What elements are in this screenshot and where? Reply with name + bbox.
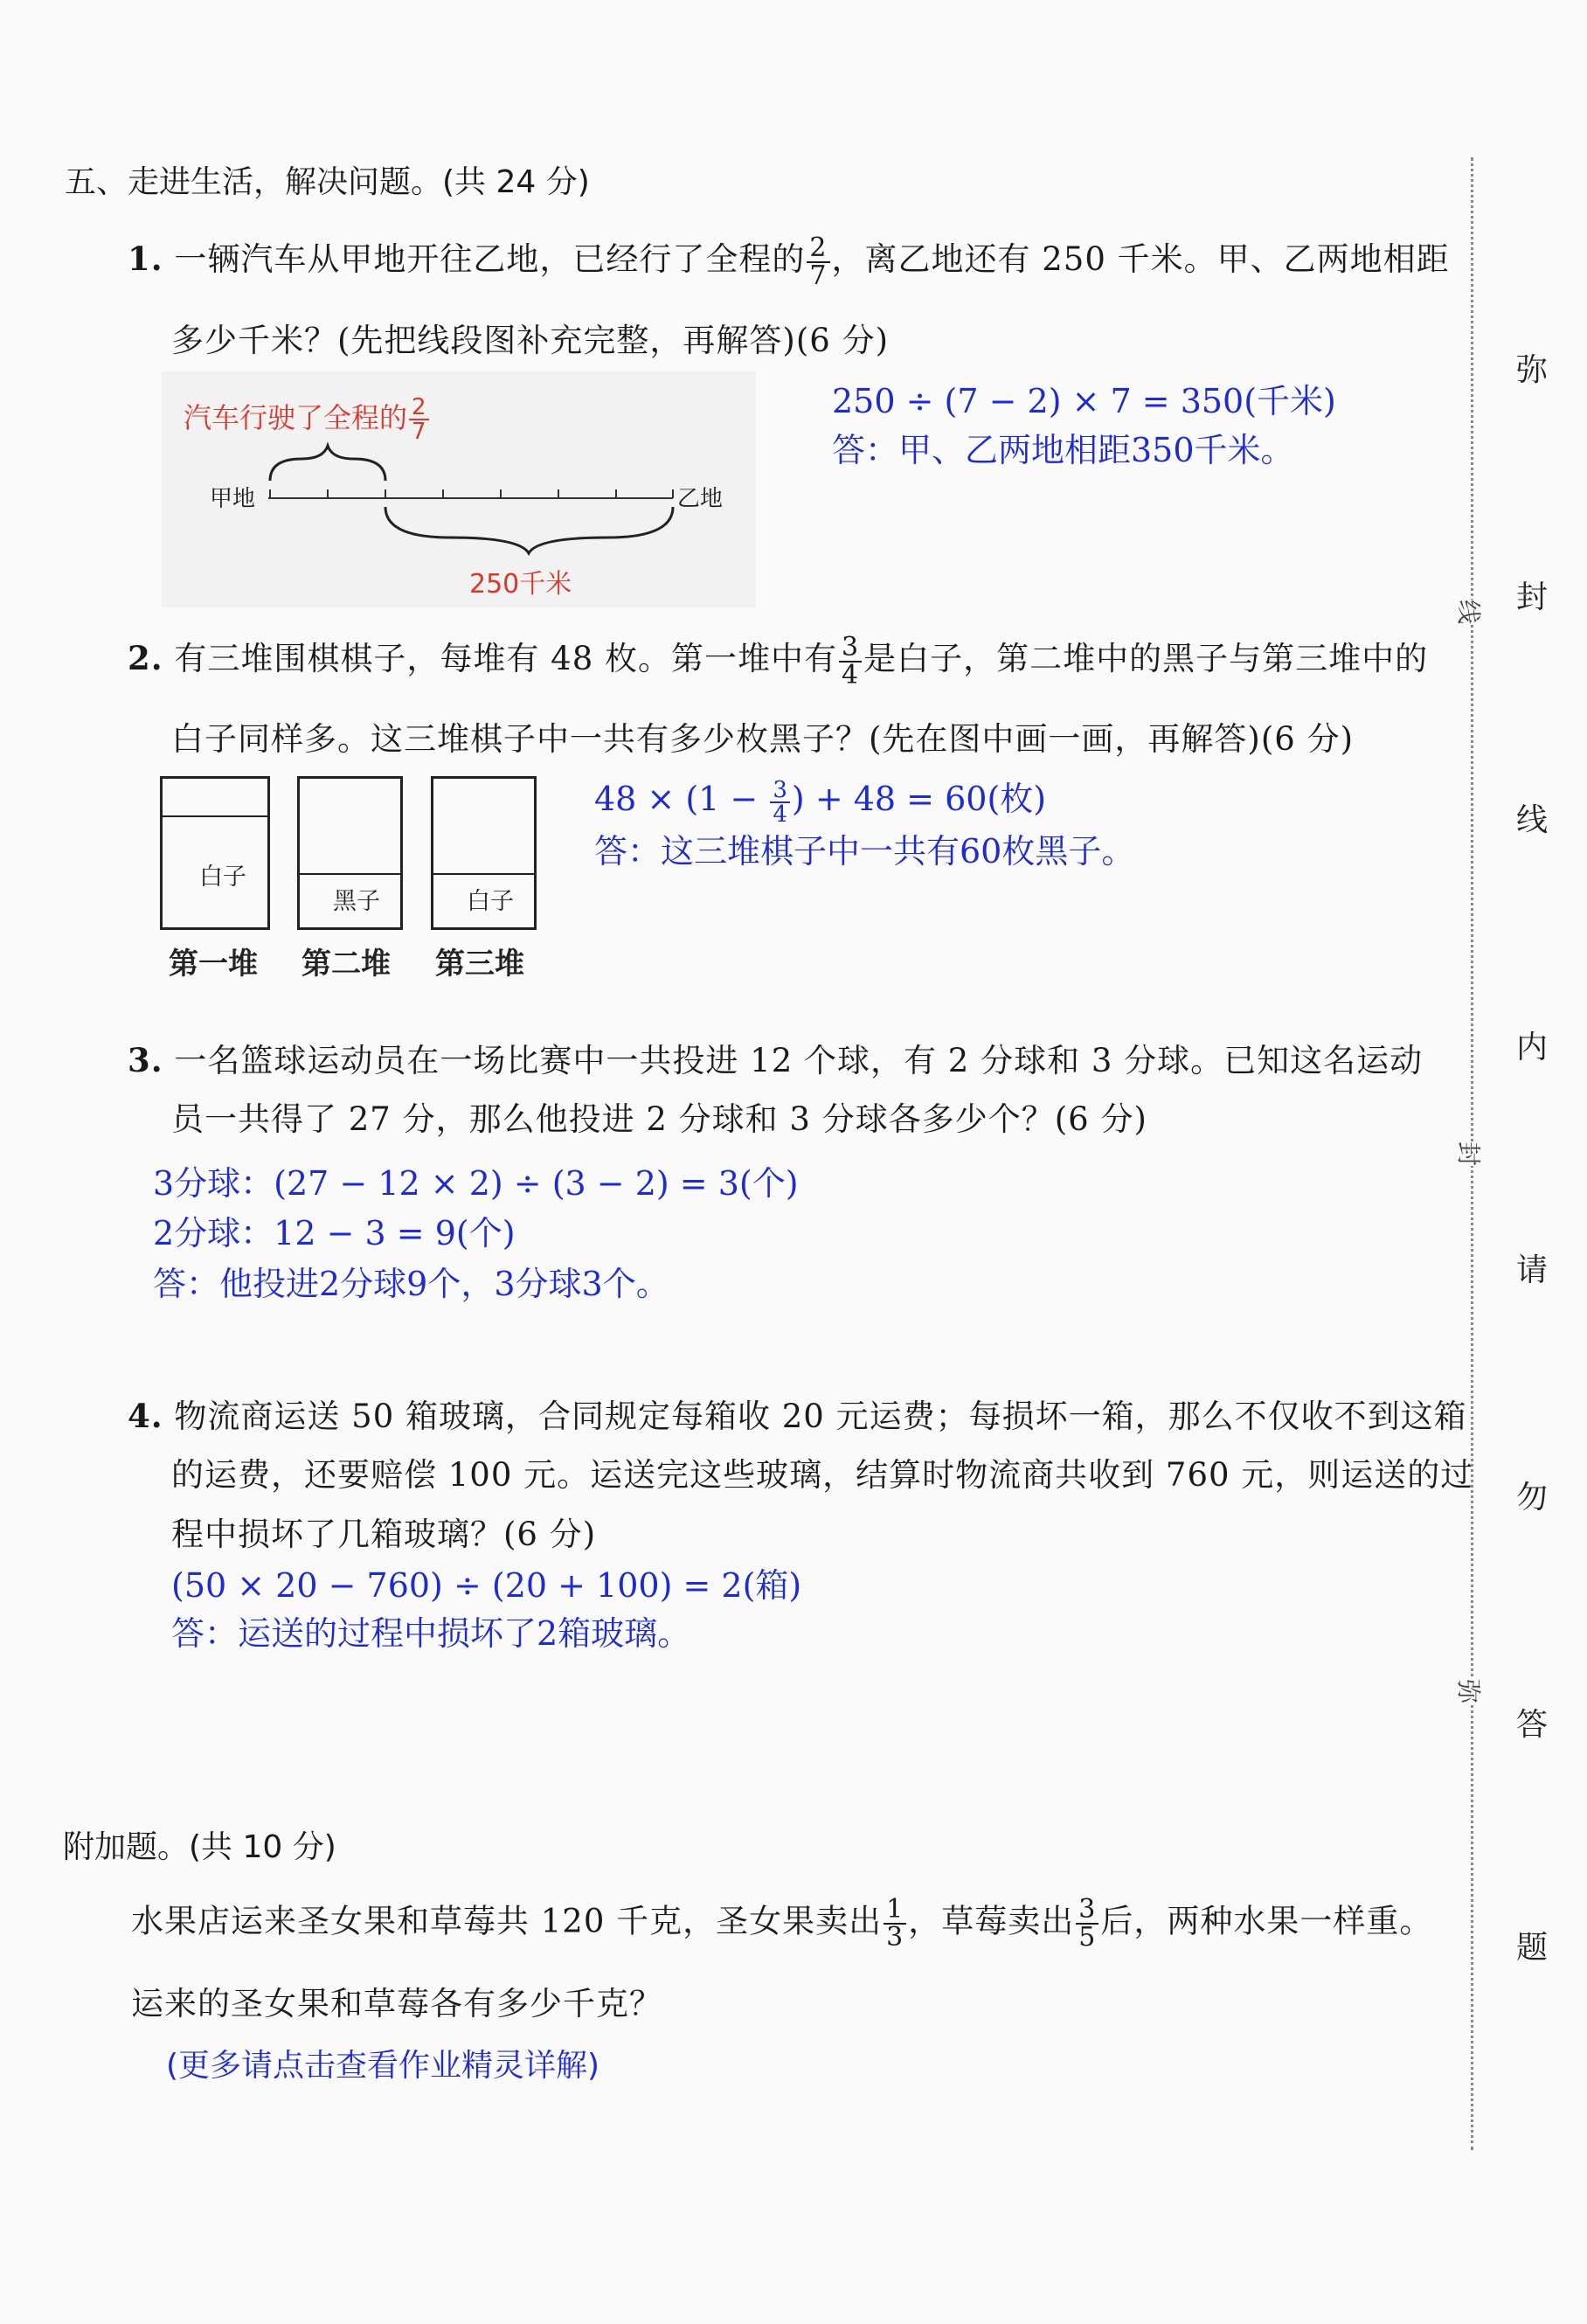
answer-statement: 答：这三堆棋子中一共有60枚黑子。 xyxy=(594,832,1135,871)
question-text: 一名篮球运动员在一场比赛中一共投进 12 个球，有 2 分球和 3 分球。已知这名运动 xyxy=(174,1042,1424,1079)
fraction: $\frac{3}{4}$ xyxy=(770,779,790,826)
question-text: 一辆汽车从甲地开往乙地，已经行了全程的 xyxy=(174,240,806,278)
question-text: 水果店运来圣女果和草莓共 120 千克，圣女果卖出 xyxy=(131,1902,883,1940)
pile-box-3 xyxy=(431,776,537,930)
pile-label: 第三堆 xyxy=(435,947,524,982)
pile-box-2 xyxy=(297,776,403,930)
pile-label: 第一堆 xyxy=(169,947,258,982)
bonus-question xyxy=(131,1894,1433,1953)
fraction: $\frac{3}{5}$ xyxy=(1076,1897,1098,1951)
answer-statement: 答：他投进2分球9个，3分球3个。 xyxy=(153,1265,669,1303)
question-text: 程中损坏了几箱玻璃？(6 分) xyxy=(171,1516,597,1553)
question-text: ，草莓卖出 xyxy=(908,1902,1075,1940)
answer-equation: 48 × (1 − $\frac{3}{4}$ ) + 48 = 60(枚) xyxy=(594,776,1047,828)
section-title: 五、走进生活，解决问题。(共 24 分) xyxy=(65,164,590,200)
question-text: 是白子，第二堆中的黑子与第三堆中的 xyxy=(863,640,1429,677)
side-char: 答 xyxy=(1516,1707,1549,1743)
pile-box-text: 白子 xyxy=(467,888,514,915)
more-details-link[interactable]: (更多请点击查看作业精灵详解) xyxy=(166,2048,600,2084)
pile-label: 第二堆 xyxy=(301,947,391,982)
side-char: 勿 xyxy=(1516,1480,1549,1516)
end-label: 乙地 xyxy=(677,486,724,512)
answer-equation: 250 ÷ (7 − 2) × 7 = 350(千米) xyxy=(832,382,1336,420)
pile-box-1 xyxy=(160,776,270,930)
seal-char: 弥 xyxy=(1452,1679,1487,1703)
side-char: 弥 xyxy=(1516,352,1549,388)
answer-equation: 2分球：12 − 3 = 9(个) xyxy=(153,1214,516,1252)
diagram-red-label: 汽车行驶了全程的 $\frac{2}{7}$ xyxy=(184,396,431,443)
question-4 xyxy=(128,1391,1467,1441)
seal-char: 封 xyxy=(1452,1141,1487,1166)
fraction: $\frac{3}{4}$ xyxy=(839,635,862,689)
side-char: 内 xyxy=(1516,1030,1549,1065)
question-number: 1. xyxy=(128,239,163,278)
answer-equation: (50 × 20 − 760) ÷ (20 + 100) = 2(箱) xyxy=(171,1566,802,1605)
answer-statement: 答：甲、乙两地相距350千米。 xyxy=(832,431,1294,469)
question-text: 员一共得了 27 分，那么他投进 2 分球和 3 分球各多少个？(6 分) xyxy=(171,1100,1147,1138)
side-char: 题 xyxy=(1516,1930,1549,1966)
distance-label: 250千米 xyxy=(469,569,572,600)
question-number: 4. xyxy=(128,1397,163,1435)
side-char: 请 xyxy=(1516,1252,1549,1288)
question-text: 多少千米？(先把线段图补充完整，再解答)(6 分) xyxy=(171,322,890,359)
fraction: $\frac{1}{3}$ xyxy=(884,1897,906,1951)
question-number: 3. xyxy=(128,1041,163,1079)
segment-line xyxy=(162,371,756,607)
question-3 xyxy=(128,1036,1423,1086)
question-1 xyxy=(128,234,1450,289)
start-label: 甲地 xyxy=(210,486,256,512)
question-text: 运来的圣女果和草莓各有多少千克？ xyxy=(131,1985,662,2022)
line-segment-diagram xyxy=(162,371,756,607)
fraction: $\frac{2}{7}$ xyxy=(409,396,429,443)
bonus-title: 附加题。(共 10 分) xyxy=(63,1829,336,1865)
seal-char: 线 xyxy=(1452,600,1487,624)
side-char: 封 xyxy=(1516,579,1549,615)
question-text: ，离乙地还有 250 千米。甲、乙两地相距 xyxy=(831,240,1450,278)
question-text: 的运费，还要赔偿 100 元。运送完这些玻璃，结算时物流商共收到 760 元，则运送的过 xyxy=(171,1456,1474,1494)
pile-box-text: 白子 xyxy=(199,864,246,891)
pile-box-text: 黑子 xyxy=(333,888,380,915)
question-2 xyxy=(128,631,1429,690)
question-text: 有三堆围棋棋子，每堆有 48 枚。第一堆中有 xyxy=(174,640,838,677)
answer-equation: 3分球：(27 − 12 × 2) ÷ (3 − 2) = 3(个) xyxy=(153,1164,799,1203)
question-text: 后，两种水果一样重。 xyxy=(1100,1902,1433,1940)
question-text: 物流商运送 50 箱玻璃，合同规定每箱收 20 元运费；每损坏一箱，那么不仅收不到这箱 xyxy=(174,1398,1467,1435)
question-number: 2. xyxy=(128,639,163,677)
side-char: 线 xyxy=(1516,802,1549,838)
fraction: $\frac{2}{7}$ xyxy=(807,235,829,289)
question-text: 白子同样多。这三堆棋子中一共有多少枚黑子？(先在图中画一画，再解答)(6 分) xyxy=(171,720,1355,758)
answer-statement: 答：运送的过程中损坏了2箱玻璃。 xyxy=(171,1614,691,1653)
